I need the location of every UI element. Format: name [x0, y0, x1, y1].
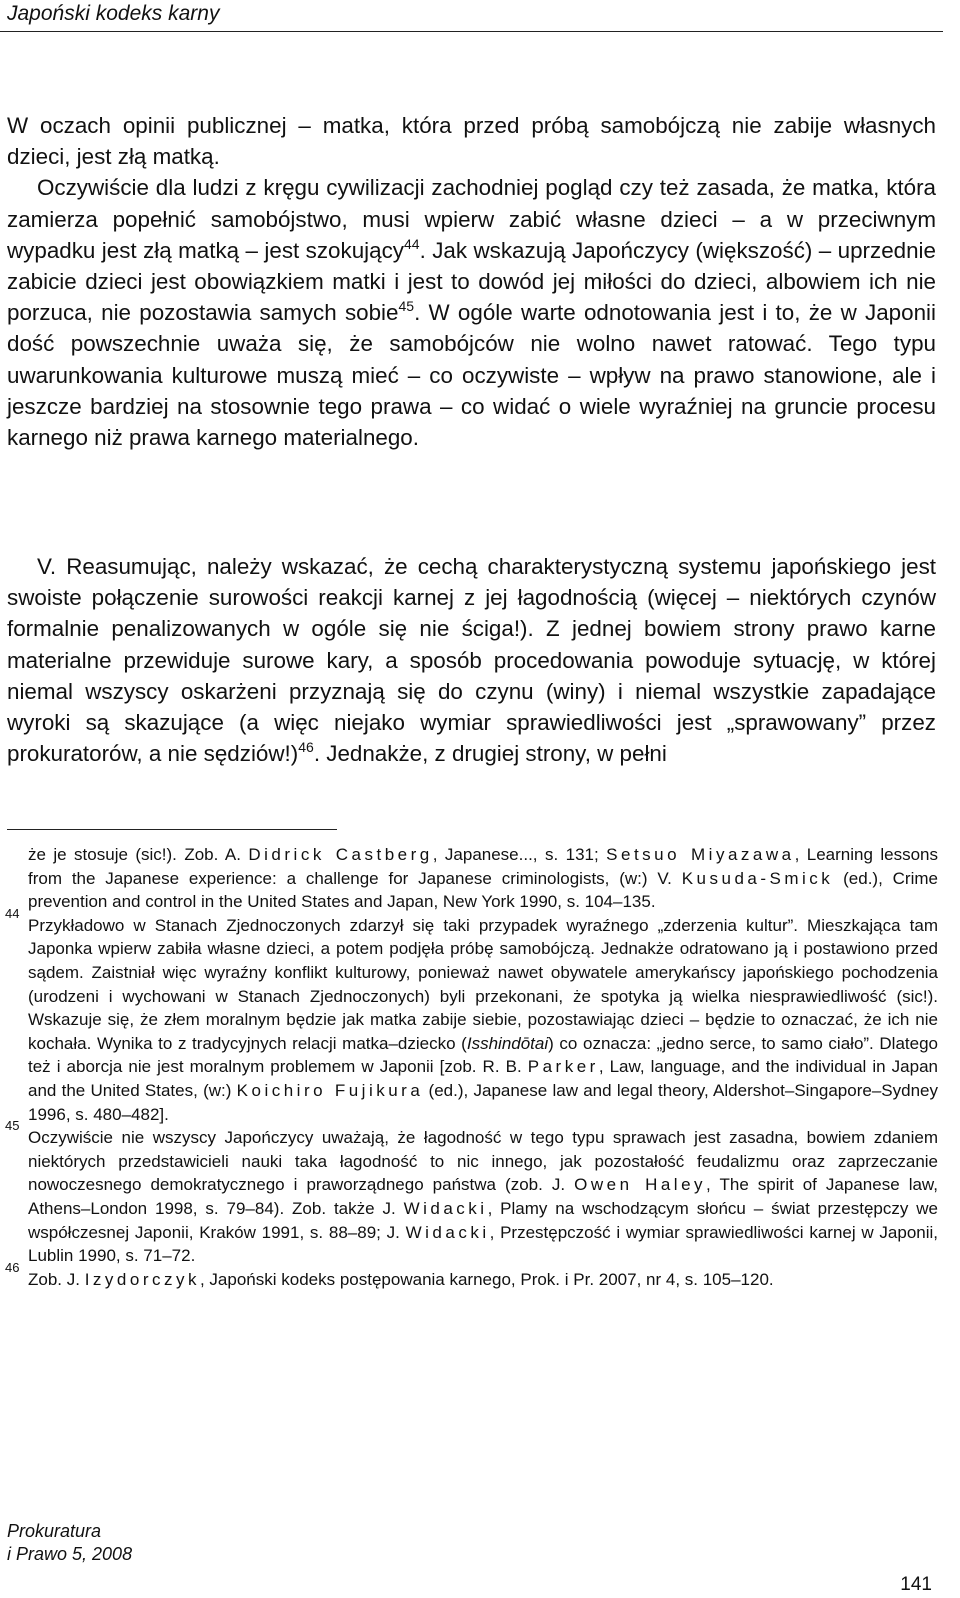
text-segment: W oczach opinii publicznej – matka, która przed próbą samobójczą nie zabije własnych dzieci, jest złą matką. — [7, 113, 936, 170]
text-segment: Oczywiście nie wszyscy Japończycy uważają, że łagodność w tego typu sprawach jest zasadna, bowiem zdaniem niektórych przedstawicieli nauki taka łagodność to nic innego, jak pozostałość feudalizmu oraz zaprzeczanie nowoczesnego demokratycznego i praworządnego państwa (zob. J. — [28, 1128, 938, 1195]
text-segment: (ed.), Crime prevention and control in the United States and Japan, New York 1990, s. 104–135. — [28, 868, 938, 912]
text-segment: . W ogóle warte odnotowania jest i to, że w Japonii dość powszechnie uważa się, że samobójców nie wolno nawet ratować. Tego typu uwarunkowania kulturowe muszą mieć – co oczywiste – wpływ na prawo stanowione, ale i jeszcze bardziej na stosownie tego prawa – co widać o wiele wyraźniej na gruncie procesu karnego niż prawa karnego materialnego. — [7, 300, 936, 451]
footnote-number: 44 — [5, 905, 20, 921]
author-name: Didrick Castberg — [248, 845, 433, 864]
footnote-separator — [7, 829, 337, 830]
footnote-number: 45 — [5, 1118, 20, 1134]
page-header — [0, 0, 943, 32]
footnote-ref-44[interactable]: 44 — [403, 235, 420, 252]
footnote-ref-46[interactable]: 46 — [298, 739, 314, 756]
author-name: Owen Haley — [574, 1175, 707, 1195]
text-segment: ) co oznacza: „jedno serce, to samo ciało”. Dlatego też i aborcja nie jest moralnym problemem w Japonii [zob. R. B. — [28, 1033, 938, 1077]
text-segment: że je stosuje (sic!). Zob. A. — [28, 845, 249, 864]
author-name: Widacki — [403, 1198, 488, 1218]
author-name: Widacki — [405, 1222, 490, 1242]
paragraph-summary — [7, 551, 936, 769]
text-segment: , Plamy na wschodzącym słońcu – świat przestępczy we współczesnej Japonii, Kraków 1991, s. 88–89; J. — [28, 1198, 938, 1242]
text-segment: . Jednakże, z drugiej strony, w pełni — [313, 741, 667, 767]
journal-footer — [7, 1520, 132, 1566]
journal-name: Prokuratura — [7, 1521, 102, 1541]
author-name: Kusuda-Smick — [681, 868, 834, 888]
footnote-number: 46 — [5, 1259, 20, 1275]
text-segment: (ed.), Japanese law and legal theory, Aldershot–Singapore–Sydney 1996, s. 480–482]. — [28, 1080, 938, 1124]
author-name: Parker — [527, 1057, 599, 1077]
footnote-continuation — [28, 843, 938, 914]
text-segment: Oczywiście dla ludzi z kręgu cywilizacji zachodniej pogląd czy też zasada, że matka, która zamierza popełnić samobójstwo, musi wpierw zabić własne dzieci – a w przeciwnym wypadku jest złą matką – jest szokujący — [7, 175, 936, 263]
footnotes — [5, 843, 939, 1291]
text-segment: Przykładowo w Stanach Zjednoczonych zdarzył się taki przypadek wyraźnego „zderzenia kultur”. Mieszkająca tam Japonka wpierw zabiła własne dzieci, a potem podjęła próbę samobójczą. Jednakże odratowano ją i postawiono przed sądem. Zaistniał więc wyraźny konflikt kulturowy, ponieważ nawet obywatele amerykańscy japońskiego pochodzenia (urodzeni i wychowani w Stanach Zjednoczonych) byli przekonani, że spotyka ją wielka niesprawiedliwość (sic!). Wskazuje się, że złem moralnym będzie jak matka zabije siebie, pozostawiając dzieci – będzie to oznaczać, że ich nie kochała. Wynika to z tradycyjnych relacji matka–dziecko ( — [28, 915, 938, 1053]
footnote-46 — [5, 1259, 938, 1292]
journal-issue: i Prawo 5, 2008 — [7, 1544, 133, 1564]
text-segment: , Japoński kodeks postępowania karnego, Prok. i Pr. 2007, nr 4, s. 105–120. — [199, 1269, 774, 1289]
text-segment: , Law, language, and the individual in Japan and the United States, (w:) — [28, 1057, 938, 1100]
text-segment: , Learning lessons from the Japanese experience: a challenge for Japanese criminologists, (w:) V. — [28, 845, 939, 888]
paragraph-mother — [7, 110, 936, 453]
text-segment: , Japanese..., s. 131; — [432, 845, 607, 864]
author-name: Koichiro Fujikura — [236, 1080, 424, 1100]
author-name: Izydorczyk — [84, 1269, 200, 1289]
running-title: Japoński kodeks karny — [7, 2, 220, 25]
author-name: Setsuo Miyazawa — [606, 845, 795, 864]
text-segment: . Jak wskazują Japończycy (większość) – uprzednie zabicie dzieci jest obowiązkiem matki i jest to dowód jej miłości do dzieci, albowiem ich nie porzuca, nie pozostawia samych sobie — [7, 237, 936, 326]
text-segment: , Przestępczość i wymiar sprawiedliwości karnej w Japonii, Lublin 1990, s. 71–72. — [28, 1222, 938, 1266]
japanese-term: Isshindōtai — [466, 1033, 549, 1053]
page-number: 141 — [900, 1574, 932, 1595]
footnote-ref-45[interactable]: 45 — [398, 298, 415, 315]
text-segment: V. Reasumując, należy wskazać, że cechą charakterystyczną systemu japońskiego jest swoiste połączenie surowości reakcji karnej z jej łagodnością (więcej – niektórych czynów formalnie penalizowanych w ogóle się nie ściga!). Z jednej bowiem strony prawo karne materialne przewiduje surowe kary, a sposób procedowania powoduje sytuację, w której niemal wszyscy oskarżeni przyznają się do czynu (winy) i niemal wszystkie zapadające wyroki są skazujące (a więc niejako wymiar sprawiedliwości jest „sprawowany” przez prokuratorów, a nie sędziów!) — [7, 554, 936, 767]
text-segment: , The spirit of Japanese law, Athens–London 1998, s. 79–84). Zob. także J. — [28, 1175, 938, 1218]
text-segment: Zob. J. — [28, 1269, 85, 1289]
